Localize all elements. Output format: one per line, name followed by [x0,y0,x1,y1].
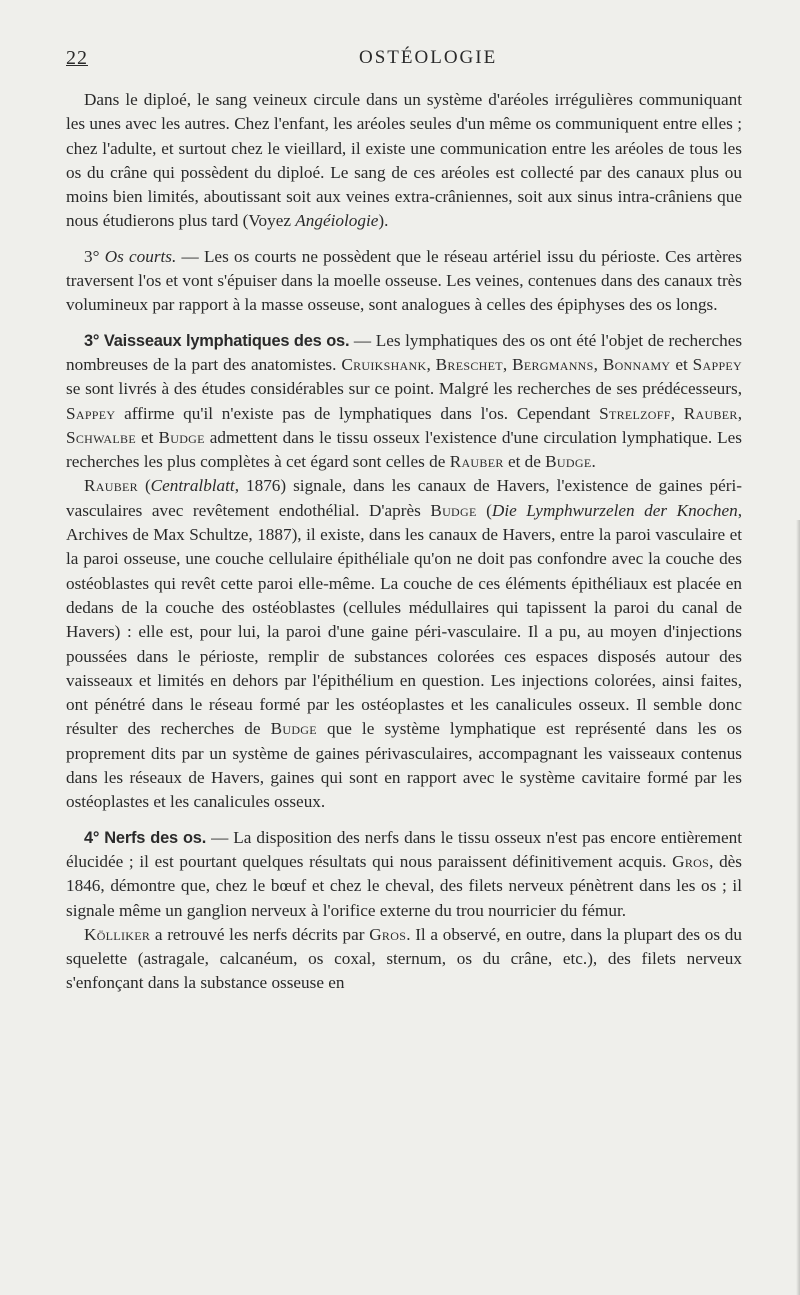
paragraph-text: que le système lymphatique est représenté dans les os proprement dits par un système de gaines périvasculaires, accompagnant les vaisseaux contenus dans les réseaux de Havers, gaines qui sont en rapport avec le système cavitaire formé par les ostéoplastes et les canalicules osseux. [66,719,742,812]
paragraph-text: ). [378,211,389,231]
paragraph-rauber-budge [66,474,742,814]
author-name: Budge [270,719,317,739]
page-header [66,47,706,77]
paragraph-text: , [426,354,436,374]
paragraph-text: — Les os courts ne possèdent que le réseau artériel issu du périoste. Ces artères traversent l'os et vont s'épuiser dans la moelle osseuse. Les veines, contenues dans des canaux très volumineux par rapport à la masse osseuse, sont analogues à celles des épiphyses des os longs. [66,246,742,315]
author-name: Cruikshank [341,354,427,374]
paragraph-text: ( [137,476,151,496]
author-name: Sappey [66,403,116,423]
paragraph-text: Dans le diploé, le sang veineux circule dans un système d'aréoles irrégulières communiquant les unes avec les autres. Chez l'enfant, les aréoles seules d'un même os communiquent entre elles ; chez l'adulte, et surtout chez le vieillard, il existe une communication entre les aréoles de tous les os du crâne qui possèdent du diploé. Le sang de ces aréoles est collecté par des canaux plus ou moins bien limités, aboutissant soit aux veines extra-crâniennes, soit aux sinus intra-crâniens que nous étudierons plus tard (Voyez [66,90,742,231]
paragraph-text: . Il a observé, en outre, dans la plupart des os du squelette (astragale, calcanéum, os coxal, sternum, os du crâne, etc.), des filets nerveux s'enfonçant dans la substance osseuse en [66,924,742,993]
running-title: OSTÉOLOGIE [359,47,498,68]
author-name: Breschet [435,354,503,374]
paragraph-text: , Archives de Max Schultze, 1887), il existe, dans les canaux de Havers, entre la paroi vasculaire et la paroi osseuse, une couche cellulaire épithéliale qu'on ne doit pas confondre avec la couche des ostéoblastes qui revêt cette paroi elle-même. La couche de ces éléments épithéliaux est placée en dedans de la couche des ostéoblastes (cellules médullaires qui tapissent la paroi du canal de Havers) : elle est, pour lui, la paroi d'une gaine péri-vasculaire. Il a pu, au moyen d'injections poussées dans le périoste, remplir de substances colorées ces espaces disposés autour des vaisseaux et limités en dehors par l'épithélium en question. Les injections colorées, ainsi faites, ont pénétré dans le réseau formé par les ostéoplastes et les canalicules osseux. Il semble donc résulter des recherches de [66,500,742,739]
paragraph-text: , [737,403,742,423]
paragraph-lymphatics [66,329,742,475]
paragraph-text: se sont livrés à des études considérables sur ce point. Malgré les recherches de ses prédécesseurs, [66,379,742,399]
journal-title: Centralblatt [150,476,235,496]
section-number: 3° [84,246,100,266]
section-number: 3° [84,331,100,350]
author-name: Sappey [692,354,743,374]
author-name: Schwalbe [66,427,136,447]
author-name: Rauber [683,403,738,423]
paragraph-text: a retrouvé les nerfs décrits par [150,924,370,944]
author-name: Budge [158,427,205,447]
author-name: Strelzoff [599,403,671,423]
paragraph-text: — Les lymphatiques des os ont été l'objet de recherches nombreuses de la part des anatomistes. [66,330,743,374]
page-number: 22 [66,47,88,69]
paragraph-text: ( [476,500,492,520]
paragraph-text: et [670,354,693,374]
author-name: Kölliker [84,924,151,944]
paragraph-text: , [593,354,603,374]
paragraph-text: , [670,403,684,423]
paragraph-short-bones [66,245,742,318]
section-number: 4° [84,828,100,847]
paragraph-text: — La disposition des nerfs dans le tissu osseux n'est pas encore entièrement élucidée ; il est pourtant quelques résultats qui nous paraissent définitivement acquis. [66,827,742,871]
paragraph-text: admettent dans le tissu osseux l'existence d'une circulation lymphatique. Les recherches les plus complètes à cet égard sont celles de [66,427,743,472]
author-name: Gros [672,851,710,871]
paragraph-text: , dès 1846, démontre que, chez le bœuf et chez le cheval, des filets nerveux pénètrent dans les os ; il signale même un ganglion nerveux à l'orifice externe du trou nourricier du fémur. [66,851,742,920]
author-name: Bonnamy [602,354,671,374]
cross-reference: Angéiologie [295,211,379,231]
section-heading: Vaisseaux lymphatiques des os. [103,331,350,350]
paragraph-text: , [502,354,513,374]
paragraph-text: et de [503,452,546,472]
paragraph-text: affirme qu'il n'existe pas de lymphatiques dans l'os. Cependant [115,403,600,423]
paragraph-text: . [591,452,596,472]
paragraph-diploe-veins [66,88,742,234]
author-name: Rauber [449,452,504,472]
paragraph-kolliker [66,923,742,996]
body-text [66,88,742,996]
author-name: Gros [369,924,407,944]
section-title: Os courts. [104,246,177,266]
paragraph-text: , 1876) signale, dans les canaux de Havers, l'existence de gaines péri-vasculaires avec revêtement endothélial. D'après [66,476,742,520]
author-name: Bergmanns [512,354,594,374]
author-name: Rauber [84,476,138,496]
page-edge-shadow [796,520,800,1295]
paragraph-bone-nerves [66,826,742,923]
author-name: Budge [545,452,592,472]
paragraph-text: et [135,427,159,447]
author-name: Budge [430,500,477,520]
section-heading: Nerfs des os. [104,828,207,847]
work-title: Die Lymphwurzelen der Knochen [491,500,738,520]
